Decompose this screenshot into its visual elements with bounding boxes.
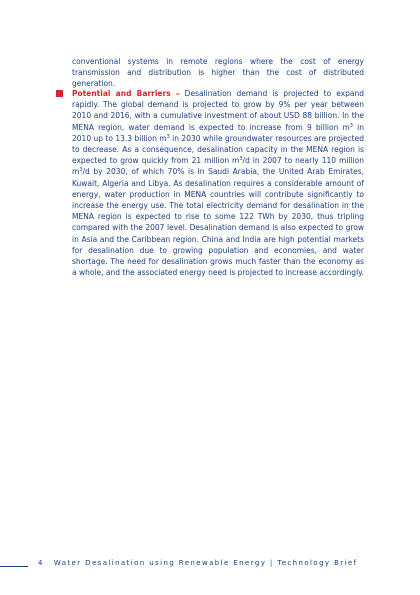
footer-title: Water Desalination using Renewable Energy | Technology Brief [53, 559, 358, 567]
bullet-text-3: in 2030 while groundwater resources are projected to decrease. As a consequence, desalination capacity in the MENA region is expected to grow quickly from 21 million m [72, 133, 364, 166]
footer [38, 559, 357, 567]
bullet-lead: Potential and Barriers – [72, 89, 180, 98]
bullet-text-4: /d in 2007 to nearly 110 million m [72, 156, 364, 177]
page-number: 4 [38, 559, 44, 567]
superscript-2: 3 [166, 133, 170, 140]
superscript-3: 3 [239, 156, 243, 163]
bullet-text-5: /d by 2030, of which 70% is in Saudi Arabia, the United Arab Emirates, Kuwait, Algeria and Libya. As desalination requires a considerable amount of energy, water production in MENA countries will contribute significantly to increase the energy use. The total electricity demand for desalination in the MENA region is expected to rise to some 122 TWh by 2030, thus tripling compared with the 2007 level. Desalination demand is also expected to grow in Asia and the Caribbean region. China and India are high potential markets for desalination due to growing population and economies, and water shortage. The need for desalination grows much faster than the economy as a whole, and the associated energy need is projected to increase accordingly. [72, 167, 364, 278]
bullet-text-1: Desalination demand is projected to expand rapidly. The global demand is projected to grow by 9% per year between 2010 and 2016, with a cumulative investment of about USD 88 billion. In the MENA region, water demand is expected to increase from 9 billion m [72, 89, 365, 132]
superscript-1: 3 [349, 122, 353, 129]
superscript-4: 3 [79, 167, 83, 174]
continued-paragraph: conventional systems in remote regions where the cost of energy transmission and distribution is higher than the cost of distributed generation. [72, 57, 364, 89]
bullet-text-2: in 2010 up to 13.3 billion m [72, 122, 364, 143]
bullet-paragraph [72, 88, 364, 278]
bullet-square-icon [56, 90, 63, 97]
footer-rule [0, 566, 28, 567]
